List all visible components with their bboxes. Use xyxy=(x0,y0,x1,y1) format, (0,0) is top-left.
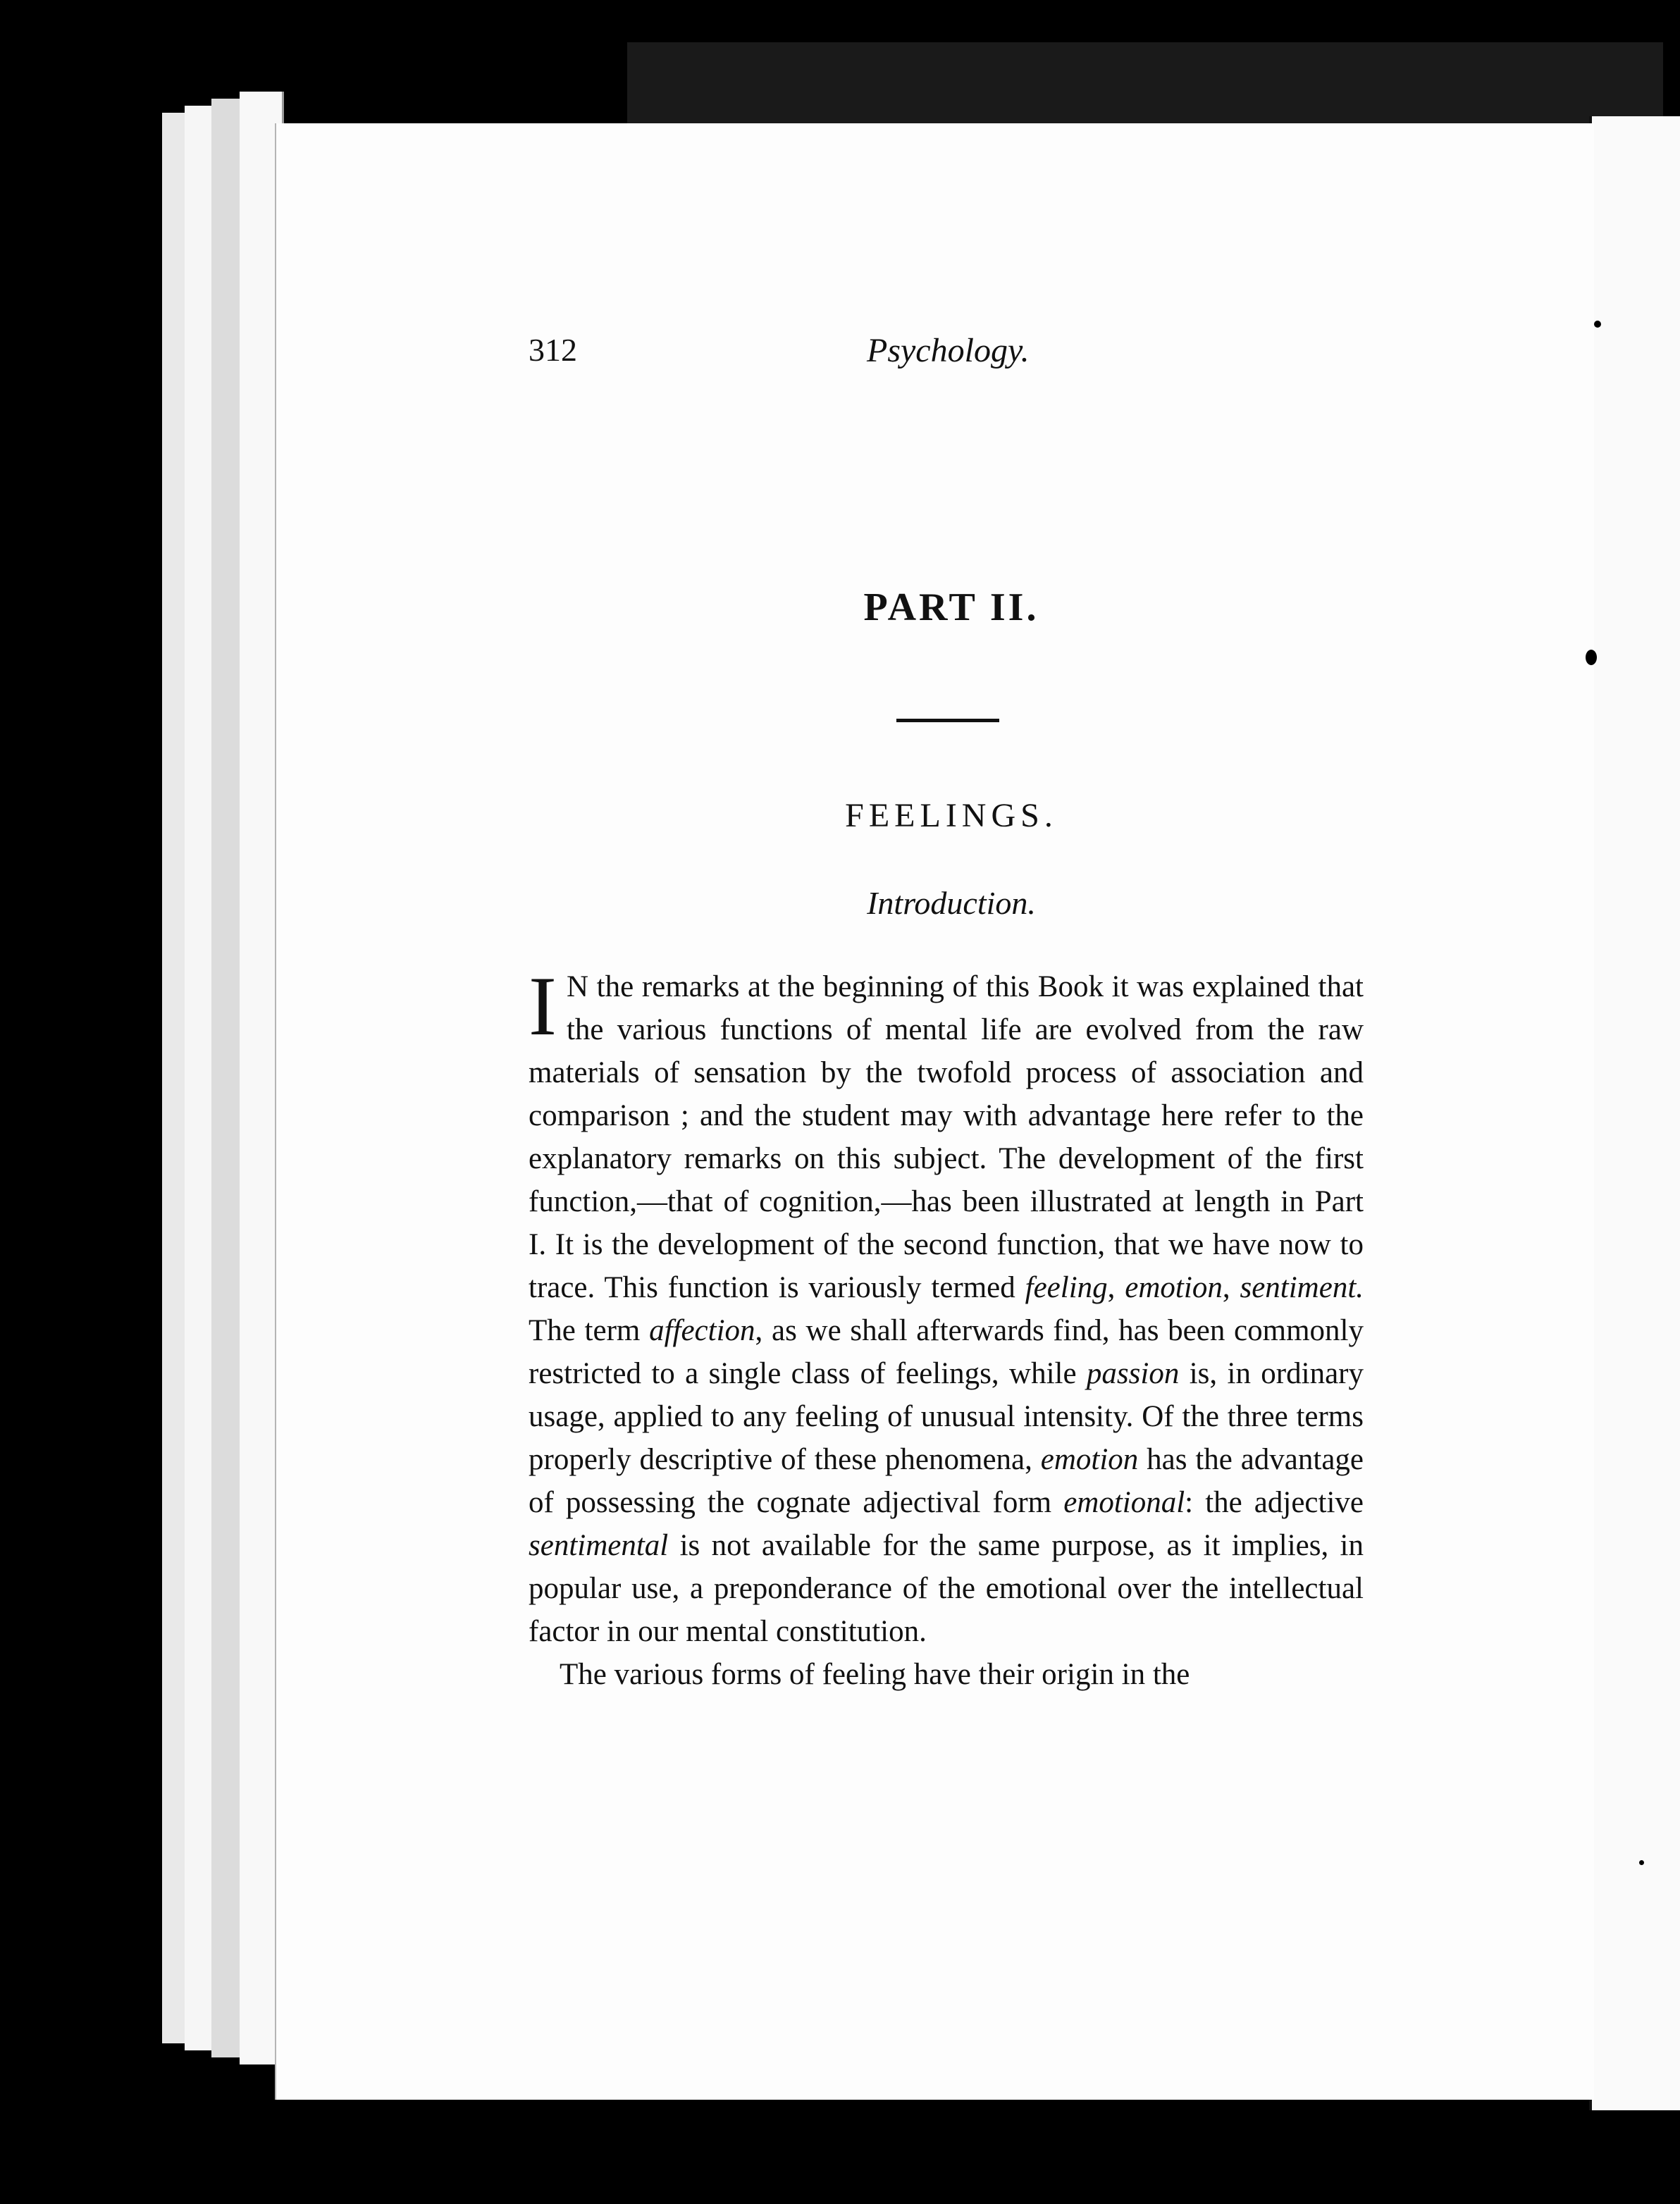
part-title: PART II. xyxy=(863,586,1039,629)
section-title: FEELINGS. xyxy=(845,797,1058,834)
italic-term: sentimental xyxy=(529,1529,669,1562)
paragraph xyxy=(529,1653,1364,1696)
drop-cap: I xyxy=(529,959,557,1053)
body-text xyxy=(529,959,1364,1696)
text-run: , xyxy=(1222,1271,1240,1304)
scan-speck xyxy=(1639,1860,1644,1865)
paragraph xyxy=(529,959,1364,1653)
text-run: The term xyxy=(529,1314,650,1347)
italic-term: emotion xyxy=(1040,1443,1139,1476)
title-rule xyxy=(896,719,999,722)
italic-term: sentiment. xyxy=(1240,1271,1364,1304)
text-run: , xyxy=(1107,1271,1125,1304)
page-number: 312 xyxy=(529,332,577,368)
facing-page-strip xyxy=(1589,116,1680,2110)
italic-term: emotional xyxy=(1063,1486,1185,1519)
italic-term: emotion xyxy=(1125,1271,1223,1304)
italic-term: feeling xyxy=(1025,1271,1108,1304)
text-run: , as we shall afterwards find, has been commonly restricted to a single class of feelings, while xyxy=(529,1314,1364,1390)
scan-speck xyxy=(1594,321,1601,328)
book-board-top xyxy=(627,42,1663,127)
running-head-title: Psychology. xyxy=(867,332,1030,369)
text-run: is, in ordinary usage, applied to any feeling of unusual intensity. Of the three terms properly descriptive of these phenomena, xyxy=(529,1357,1364,1476)
text-run: has the advantage of possessing the cognate adjectival form xyxy=(529,1443,1364,1519)
italic-term: affection xyxy=(649,1314,755,1347)
scan-speck xyxy=(1586,650,1597,665)
italic-term: passion xyxy=(1086,1357,1180,1390)
running-head xyxy=(529,331,1374,395)
subsection-title: Introduction. xyxy=(867,885,1036,921)
text-run: N the remarks at the beginning of this Book it was explained that the various functions of mental life are evolved from the raw materials of sensation by the twofold process of association and comparison ; and the student may with advantage here refer to the explanatory remarks on this subject. The development of the first function,—that of cognition,—has been illustrated at length in Part I. It is the development of the second function, that we have now to trace. This function is variously termed xyxy=(529,970,1364,1304)
text-run: The various forms of feeling have their origin in the xyxy=(560,1658,1190,1691)
text-run: : the adjective xyxy=(1185,1486,1364,1519)
text-run: is not available for the same purpose, as it implies, in popular use, a preponderance of the emotional over the intellectual factor in our mental constitution. xyxy=(529,1529,1364,1648)
